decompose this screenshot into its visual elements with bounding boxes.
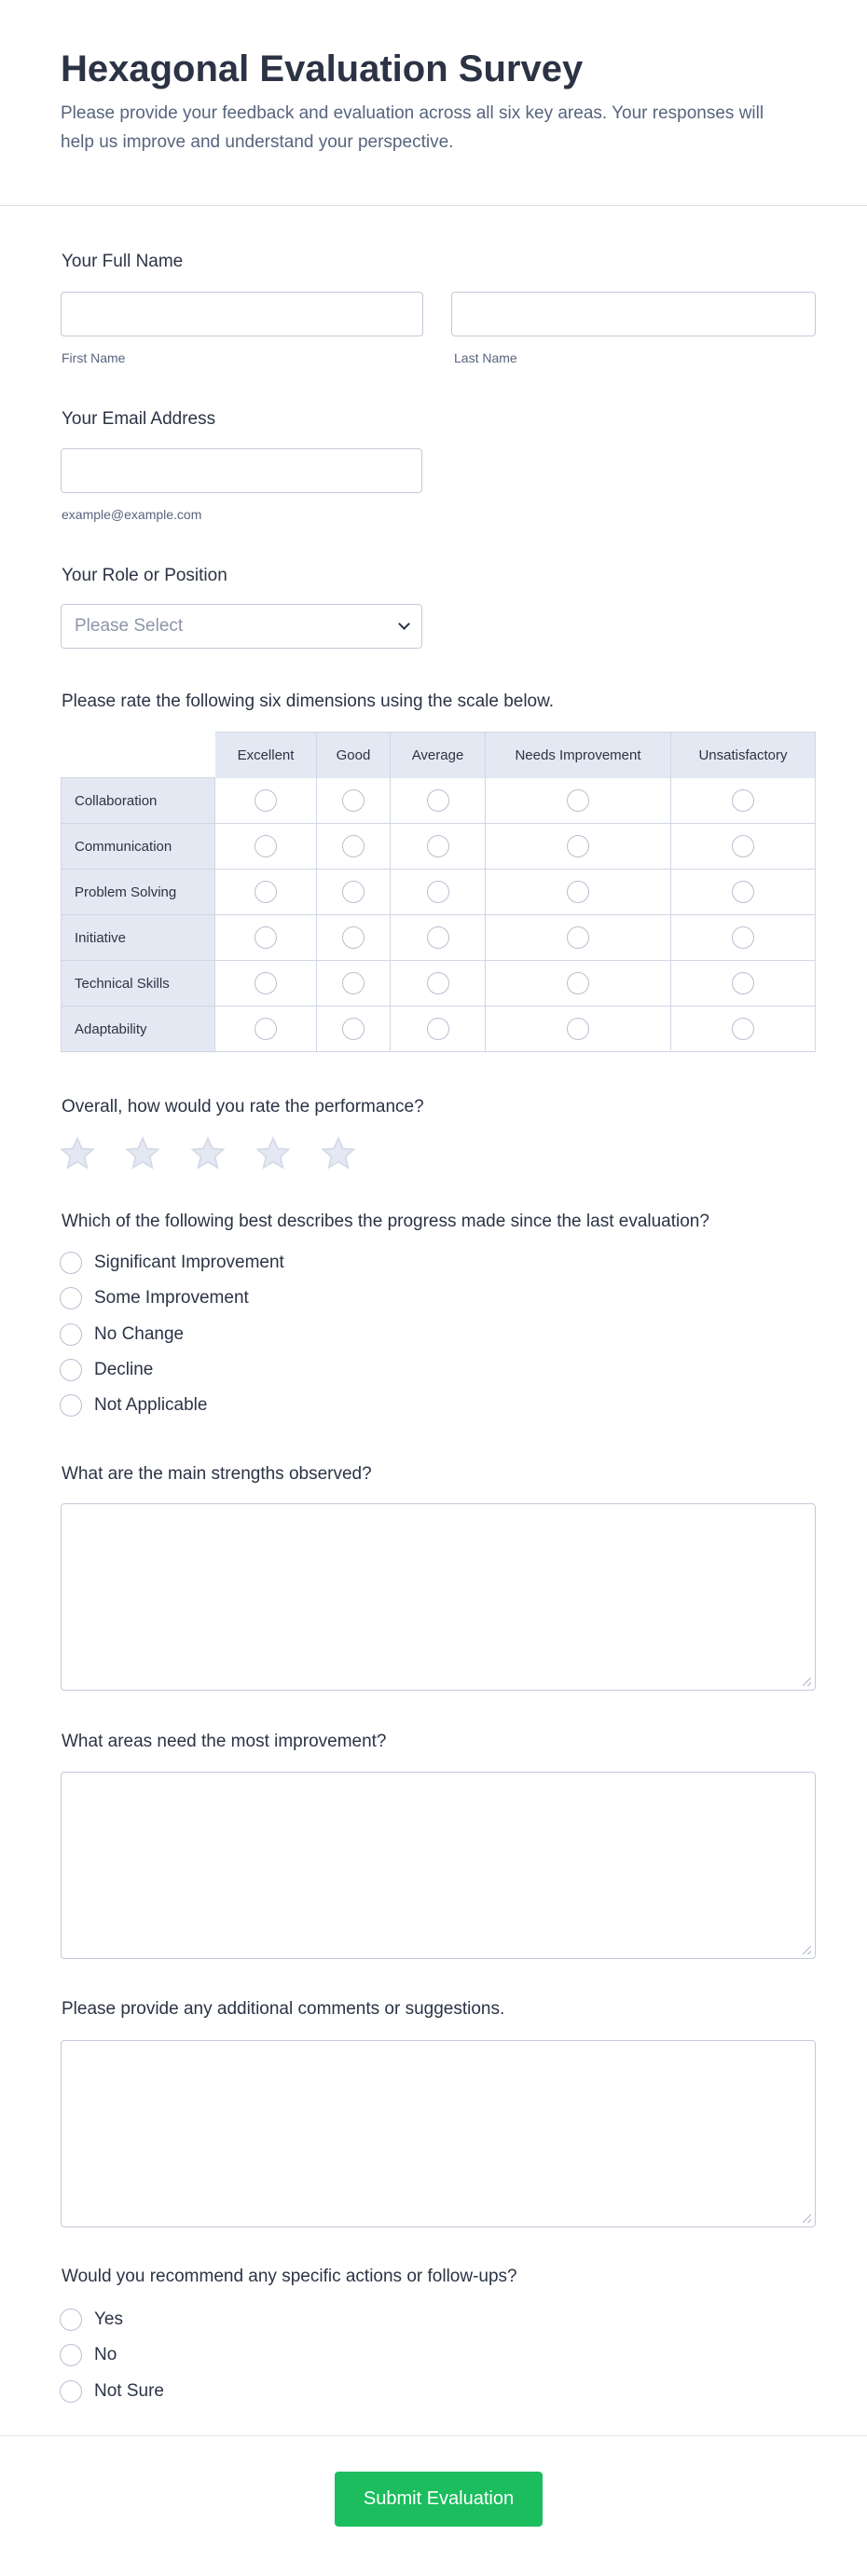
chevron-down-icon (398, 618, 410, 630)
matrix-radio[interactable] (732, 1018, 754, 1040)
matrix-cell (391, 1007, 486, 1052)
matrix-row-label: Collaboration (61, 778, 215, 824)
star-icon[interactable] (255, 1135, 292, 1172)
email-input[interactable] (61, 448, 422, 493)
submit-button[interactable]: Submit Evaluation (335, 2472, 543, 2527)
matrix-radio[interactable] (732, 789, 754, 812)
resize-handle-icon[interactable] (803, 1678, 811, 1686)
radio-button[interactable] (60, 1252, 82, 1274)
option-label: Not Sure (94, 2380, 164, 2401)
matrix-radio[interactable] (427, 1018, 449, 1040)
matrix-cell (671, 778, 816, 824)
matrix-cell (317, 1007, 391, 1052)
matrix-row (61, 915, 816, 961)
radio-button[interactable] (60, 1359, 82, 1381)
radio-button[interactable] (60, 2309, 82, 2331)
option-label: Some Improvement (94, 1288, 249, 1309)
strengths-textarea[interactable] (61, 1503, 816, 1691)
radio-button[interactable] (60, 1394, 82, 1417)
first-name-sublabel: First Name (62, 350, 126, 365)
matrix-row-label: Adaptability (61, 1007, 215, 1052)
matrix-cell (486, 870, 671, 915)
matrix-cell (391, 870, 486, 915)
matrix-cell (317, 961, 391, 1007)
matrix-radio[interactable] (732, 835, 754, 857)
strengths-label: What are the main strengths observed? (62, 1464, 372, 1484)
matrix-column-header: Good (317, 732, 391, 778)
comments-label: Please provide any additional comments or suggestions. (62, 1999, 505, 2019)
resize-handle-icon[interactable] (803, 2214, 811, 2223)
role-select-value: Please Select (75, 616, 184, 636)
matrix-cell (671, 961, 816, 1007)
matrix-cell (215, 870, 317, 915)
star-icon[interactable] (189, 1135, 227, 1172)
full-name-label: Your Full Name (62, 252, 184, 271)
last-name-input[interactable] (451, 292, 816, 336)
matrix-cell (486, 824, 671, 870)
matrix-row-label: Technical Skills (61, 961, 215, 1007)
star-icon[interactable] (320, 1135, 357, 1172)
matrix-cell (317, 915, 391, 961)
matrix-cell (391, 961, 486, 1007)
recommend-option[interactable] (60, 2309, 123, 2331)
matrix-radio[interactable] (255, 972, 277, 994)
matrix-cell (215, 961, 317, 1007)
matrix-radio[interactable] (255, 926, 277, 949)
matrix-cell (317, 824, 391, 870)
matrix-radio[interactable] (567, 926, 589, 949)
matrix-row (61, 824, 816, 870)
comments-textarea[interactable] (61, 2040, 816, 2227)
matrix-cell (486, 961, 671, 1007)
matrix-radio[interactable] (255, 881, 277, 903)
role-select[interactable] (61, 604, 422, 649)
matrix-radio[interactable] (427, 835, 449, 857)
matrix-cell (486, 1007, 671, 1052)
matrix-cell (391, 824, 486, 870)
matrix-cell (391, 778, 486, 824)
progress-label: Which of the following best describes the progress made since the last evaluation? (62, 1212, 709, 1231)
option-label: Yes (94, 2309, 123, 2329)
radio-button[interactable] (60, 2344, 82, 2366)
option-label: No Change (94, 1323, 185, 1344)
matrix-radio[interactable] (255, 1018, 277, 1040)
matrix-cell (671, 824, 816, 870)
role-label: Your Role or Position (62, 566, 227, 585)
matrix-radio[interactable] (567, 789, 589, 812)
matrix-radio[interactable] (342, 835, 365, 857)
header-divider (0, 205, 867, 206)
radio-button[interactable] (60, 1287, 82, 1309)
improvement-textarea[interactable] (61, 1772, 816, 1959)
last-name-sublabel: Last Name (454, 350, 517, 365)
matrix-row-label: Problem Solving (61, 870, 215, 915)
matrix-radio[interactable] (732, 972, 754, 994)
recommend-label: Would you recommend any specific actions or follow-ups? (62, 2267, 517, 2286)
matrix-cell (391, 915, 486, 961)
matrix-row (61, 870, 816, 915)
option-label: Not Applicable (94, 1395, 208, 1416)
progress-option[interactable] (60, 1252, 284, 1274)
matrix-row (61, 778, 816, 824)
matrix-cell (215, 824, 317, 870)
matrix-cell (486, 915, 671, 961)
page-title: Hexagonal Evaluation Survey (61, 48, 584, 89)
radio-button[interactable] (60, 1323, 82, 1346)
matrix-radio[interactable] (427, 926, 449, 949)
matrix-cell (671, 870, 816, 915)
improvement-label: What areas need the most improvement? (62, 1732, 387, 1751)
matrix-radio[interactable] (427, 881, 449, 903)
email-label: Your Email Address (62, 409, 216, 429)
matrix-column-header: Unsatisfactory (671, 732, 816, 778)
progress-option[interactable] (60, 1359, 153, 1381)
progress-option[interactable] (60, 1394, 207, 1417)
matrix-cell (486, 778, 671, 824)
matrix-column-header: Excellent (215, 732, 317, 778)
radio-button[interactable] (60, 2380, 82, 2403)
matrix-cell (215, 1007, 317, 1052)
first-name-input[interactable] (61, 292, 423, 336)
matrix-radio[interactable] (342, 926, 365, 949)
resize-handle-icon[interactable] (803, 1946, 811, 1954)
matrix-radio[interactable] (567, 1018, 589, 1040)
matrix-label: Please rate the following six dimensions using the scale below. (62, 692, 555, 711)
star-icon[interactable] (59, 1135, 96, 1172)
matrix-radio[interactable] (567, 972, 589, 994)
page-subtitle: Please provide your feedback and evaluation across all six key areas. Your responses will help us improve and understand your perspective. (61, 103, 764, 152)
matrix-radio[interactable] (255, 835, 277, 857)
matrix-radio[interactable] (732, 926, 754, 949)
rating-label: Overall, how would you rate the performance? (62, 1097, 424, 1117)
option-label: Decline (94, 1359, 154, 1379)
matrix-radio[interactable] (427, 972, 449, 994)
footer-divider (0, 2435, 867, 2436)
matrix-row-label: Communication (61, 824, 215, 870)
matrix-radio[interactable] (255, 789, 277, 812)
progress-option[interactable] (60, 1287, 249, 1309)
matrix-column-header: Needs Improvement (486, 732, 671, 778)
matrix-radio[interactable] (342, 1018, 365, 1040)
matrix-radio[interactable] (342, 789, 365, 812)
matrix-cell (317, 870, 391, 915)
matrix-cell (671, 1007, 816, 1052)
recommend-option[interactable] (60, 2380, 164, 2403)
option-label: Significant Improvement (94, 1253, 284, 1272)
matrix-radio[interactable] (342, 972, 365, 994)
option-label: No (94, 2345, 117, 2365)
matrix-radio[interactable] (427, 789, 449, 812)
matrix-radio[interactable] (567, 881, 589, 903)
recommend-option[interactable] (60, 2344, 117, 2366)
matrix-corner (61, 732, 215, 778)
matrix-radio[interactable] (567, 835, 589, 857)
matrix-row-label: Initiative (61, 915, 215, 961)
matrix-cell (671, 915, 816, 961)
matrix-cell (215, 915, 317, 961)
star-icon[interactable] (124, 1135, 161, 1172)
email-hint: example@example.com (62, 507, 202, 522)
matrix-row (61, 961, 816, 1007)
matrix-radio[interactable] (342, 881, 365, 903)
rating-matrix (61, 732, 816, 1052)
matrix-radio[interactable] (732, 881, 754, 903)
matrix-cell (317, 778, 391, 824)
progress-option[interactable] (60, 1323, 184, 1346)
matrix-column-header: Average (391, 732, 486, 778)
star-rating (59, 1135, 357, 1172)
matrix-row (61, 1007, 816, 1052)
matrix-cell (215, 778, 317, 824)
